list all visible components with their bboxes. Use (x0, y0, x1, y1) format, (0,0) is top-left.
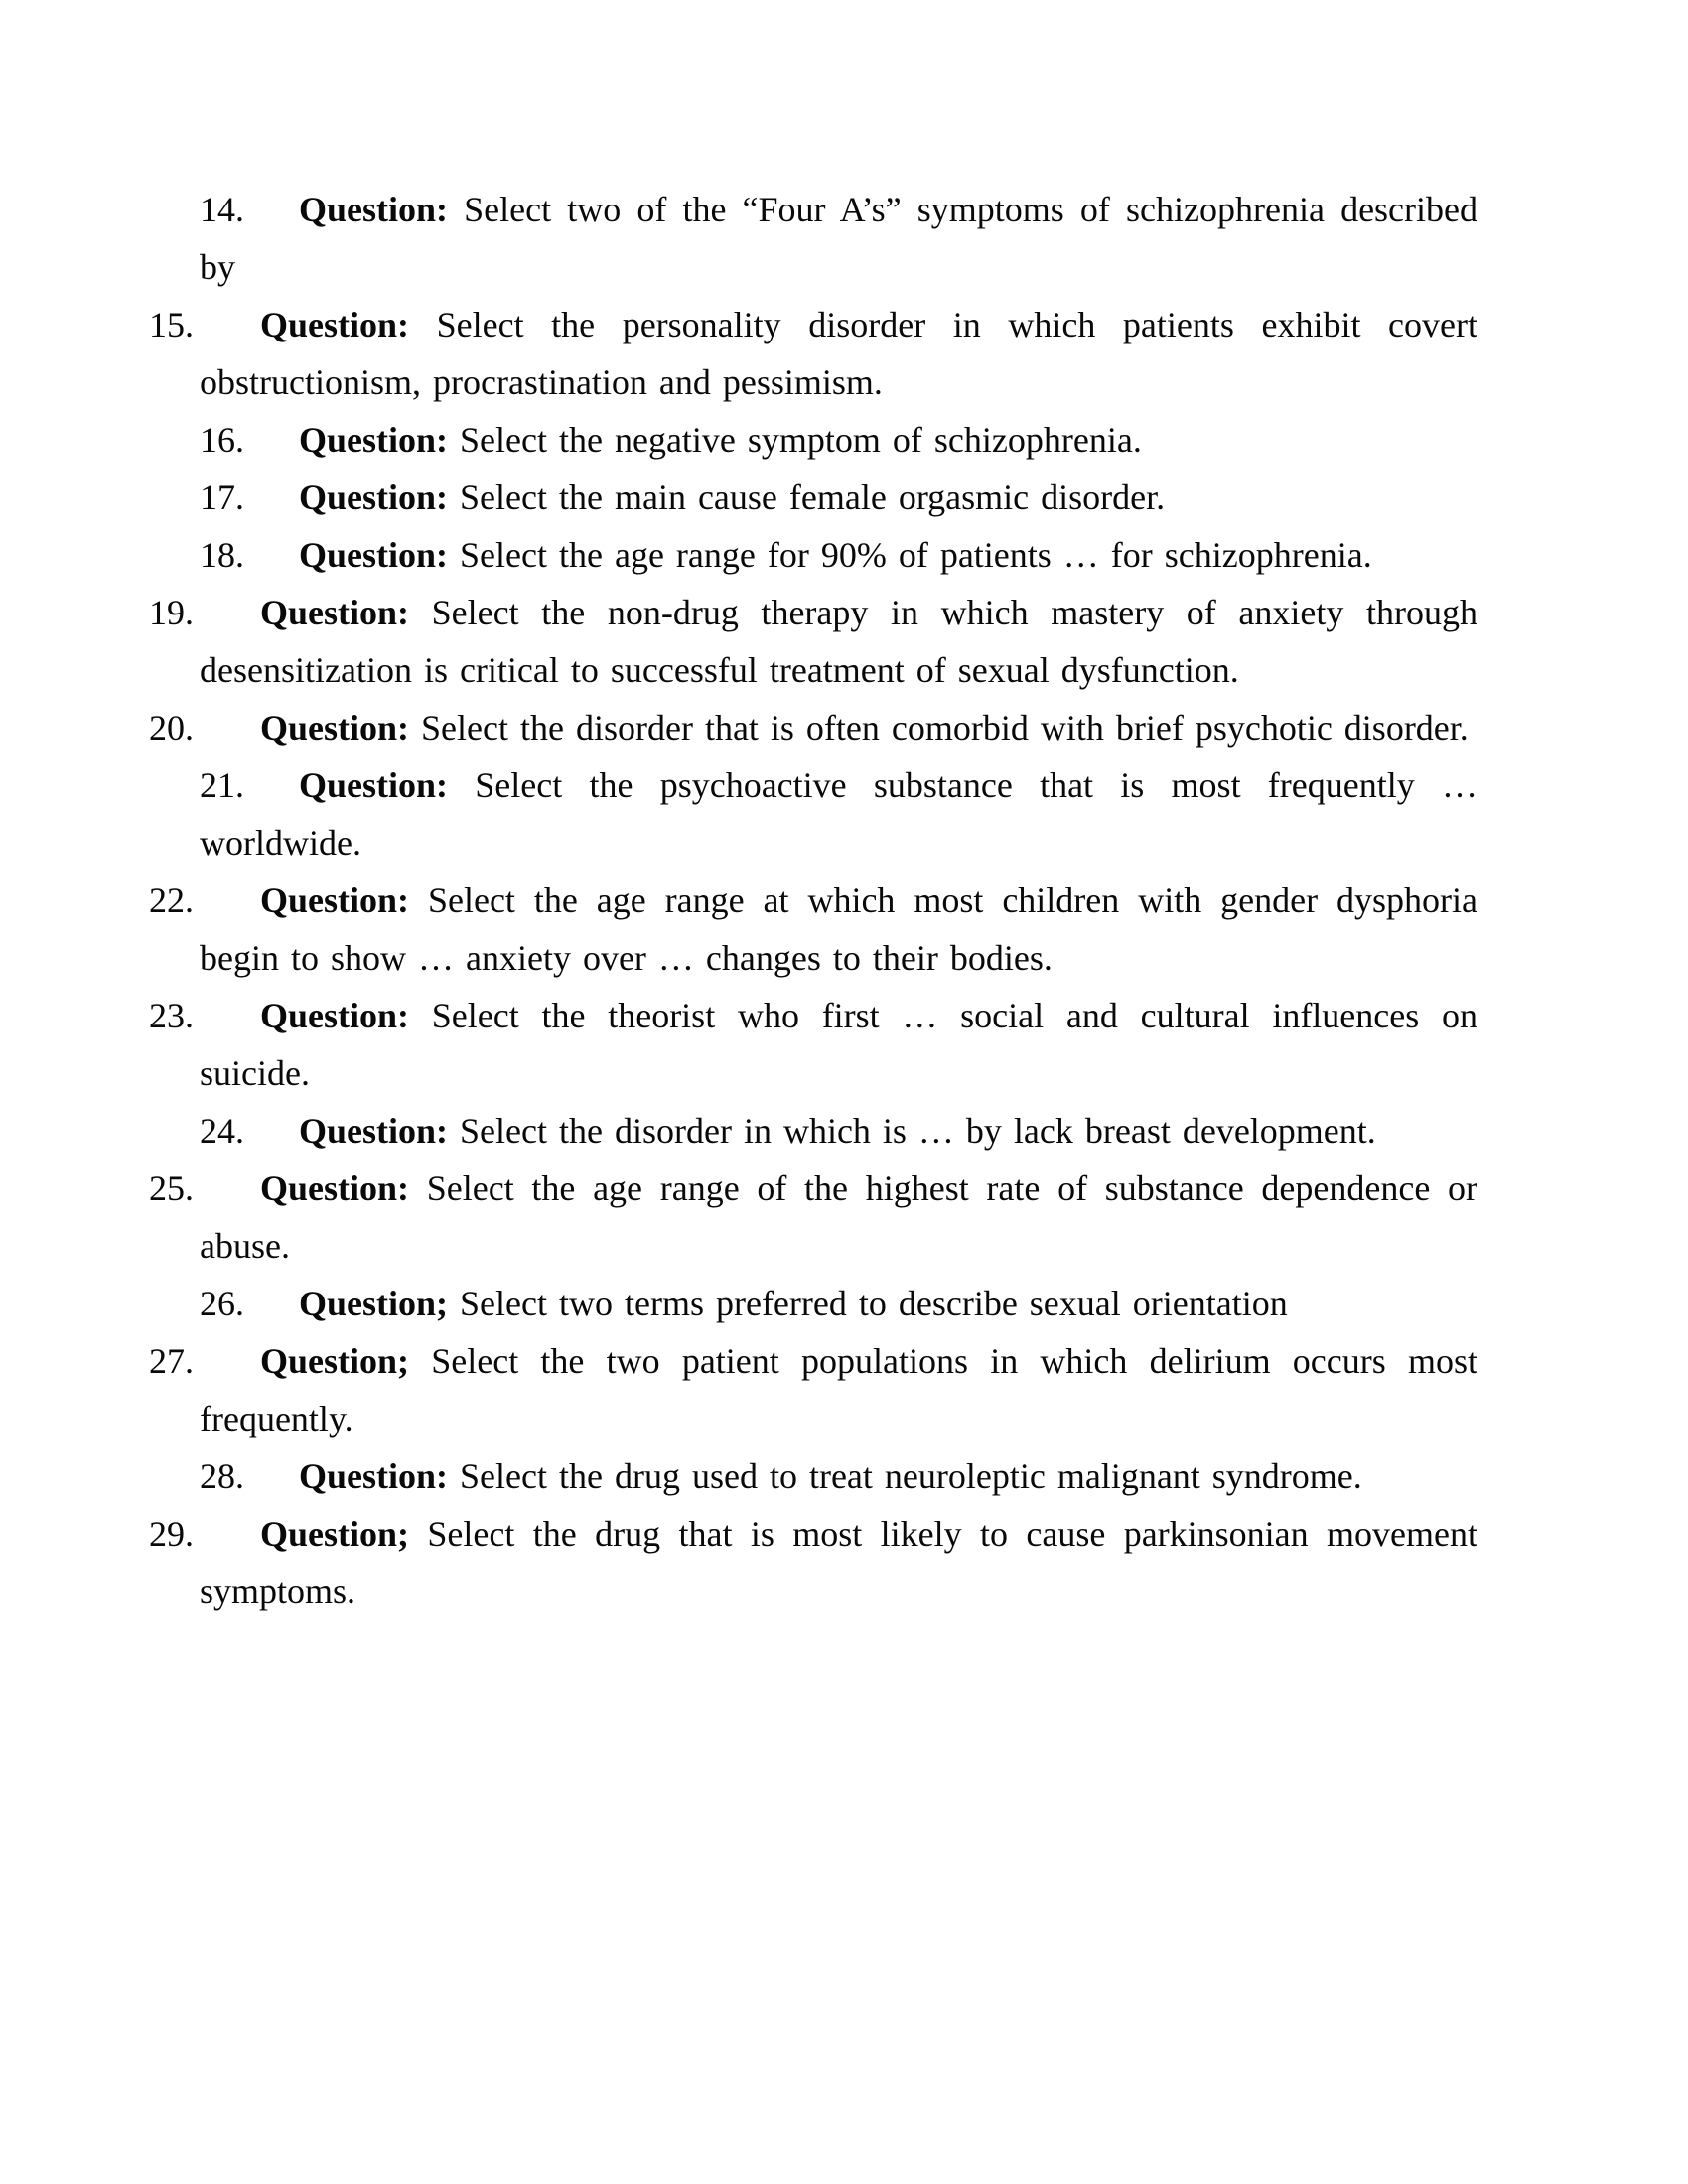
question-text: Select the psychoactive substance that is most frequently … worldwide. (200, 765, 1477, 863)
question-text: Select the age range at which most children with gender dysphoria begin to show … anxiety over … changes to their bodies. (200, 881, 1477, 978)
question-number: 14. (200, 190, 244, 229)
question-item (149, 296, 1477, 411)
question-item (149, 987, 1477, 1102)
question-label: Question (260, 1341, 398, 1381)
question-item (149, 584, 1477, 699)
question-text: Select the age range of the highest rate of substance dependence or abuse. (200, 1168, 1477, 1266)
question-item (200, 1275, 1477, 1332)
question-number: 16. (200, 420, 244, 460)
question-separator: : (397, 305, 410, 344)
question-number: 27. (149, 1341, 194, 1381)
question-text: Select the negative symptom of schizophrenia. (448, 420, 1142, 460)
question-item (200, 1447, 1477, 1505)
question-text: Select the main cause female orgasmic disorder. (448, 478, 1166, 517)
question-number: 17. (200, 478, 244, 517)
question-label: Question (299, 765, 437, 805)
question-item (149, 1505, 1477, 1620)
question-item (149, 699, 1477, 756)
question-number: 24. (200, 1111, 244, 1151)
question-separator: ; (397, 1341, 410, 1381)
question-label: Question (299, 420, 437, 460)
question-separator: ; (436, 1284, 449, 1323)
question-separator: : (397, 1168, 410, 1208)
question-separator: : (436, 1111, 449, 1151)
question-text: Select two terms preferred to describe sexual orientation (448, 1284, 1288, 1323)
question-separator: : (397, 996, 410, 1035)
question-separator: : (397, 708, 410, 748)
question-label: Question (260, 708, 398, 748)
question-label: Question (299, 478, 437, 517)
question-item (149, 1160, 1477, 1275)
question-label: Question (260, 996, 398, 1035)
question-label: Question (299, 1456, 437, 1496)
question-separator: : (397, 593, 410, 632)
question-text: Select the disorder in which is … by lack breast development. (448, 1111, 1376, 1151)
question-label: Question (260, 1514, 398, 1554)
question-item (200, 756, 1477, 872)
question-text: Select the age range for 90% of patients … for schizophrenia. (448, 535, 1372, 575)
question-label: Question (299, 1111, 437, 1151)
question-label: Question (260, 1168, 398, 1208)
question-number: 20. (149, 708, 194, 748)
question-number: 25. (149, 1168, 194, 1208)
question-label: Question (299, 190, 437, 229)
question-separator: : (436, 478, 449, 517)
question-item (200, 469, 1477, 526)
question-label: Question (260, 593, 398, 632)
question-separator: ; (397, 1514, 410, 1554)
question-separator: : (436, 190, 449, 229)
question-text: Select the two patient populations in which delirium occurs most frequently. (200, 1341, 1477, 1438)
question-item (200, 526, 1477, 584)
question-text: Select two of the “Four A’s” symptoms of schizophrenia described by (200, 190, 1477, 287)
question-text: Select the disorder that is often comorbid with brief psychotic disorder. (409, 708, 1469, 748)
question-number: 29. (149, 1514, 194, 1554)
question-item (200, 411, 1477, 469)
question-separator: : (397, 881, 410, 920)
question-label: Question (260, 881, 398, 920)
question-separator: : (436, 535, 449, 575)
question-separator: : (436, 1456, 449, 1496)
question-separator: : (436, 420, 449, 460)
question-number: 18. (200, 535, 244, 575)
question-number: 19. (149, 593, 194, 632)
question-text: Select the drug that is most likely to cause parkinsonian movement symptoms. (200, 1514, 1477, 1611)
question-list (149, 181, 1477, 1620)
question-label: Question (260, 305, 398, 344)
question-label: Question (299, 535, 437, 575)
question-text: Select the non-drug therapy in which mastery of anxiety through desensitization is critical to successful treatment of sexual dysfunction. (200, 593, 1477, 690)
question-separator: : (436, 765, 449, 805)
question-item (200, 1102, 1477, 1160)
question-item (149, 872, 1477, 987)
question-text: Select the personality disorder in which patients exhibit covert obstructionism, procrastination and pessimism. (200, 305, 1477, 402)
question-number: 23. (149, 996, 194, 1035)
question-item (200, 181, 1477, 296)
question-label: Question (299, 1284, 437, 1323)
question-number: 21. (200, 765, 244, 805)
question-number: 26. (200, 1284, 244, 1323)
question-item (149, 1332, 1477, 1447)
question-number: 28. (200, 1456, 244, 1496)
question-number: 15. (149, 305, 194, 344)
question-number: 22. (149, 881, 194, 920)
question-text: Select the theorist who first … social and cultural influences on suicide. (200, 996, 1477, 1093)
question-text: Select the drug used to treat neuroleptic malignant syndrome. (448, 1456, 1362, 1496)
